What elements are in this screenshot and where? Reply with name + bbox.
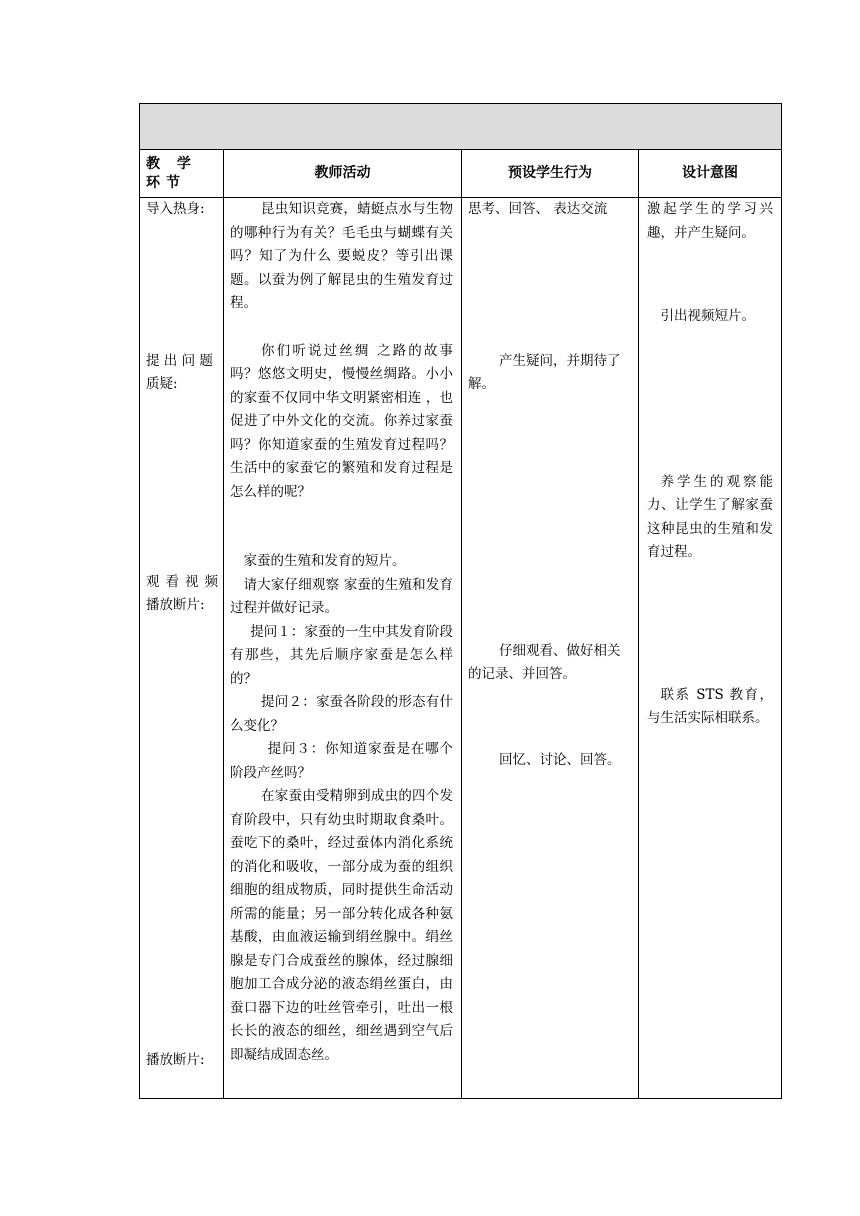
intent-text-sts: 联系 STS 教育，与生活实际相联系。 (647, 686, 773, 726)
teacher-text-quiz: 昆虫知识竞赛，蜻蜓点水与生物的哪种行为有关？毛毛虫与蝴蝶有关吗？知了为什么 要蜕皮？等引出课题。以蚕为例了解昆虫的生殖发育过程。 (230, 201, 453, 311)
stage-question: 提 出 问 题质疑: (146, 352, 213, 392)
teacher-question-3: 提问３：你知道家蚕是在哪个阶段产丝吗？ (230, 741, 453, 781)
teacher-text-observe: 请大家仔细观察 家蚕的生殖和发育过程并做好记录。 (230, 576, 453, 616)
student-text-discuss: 回忆、讨论、回答。 (499, 751, 621, 768)
table-header-row (140, 150, 782, 198)
stage-warmup: 导入热身: (146, 201, 205, 217)
intent-text-video: 引出视频短片。 (660, 308, 755, 324)
lesson-plan-table (139, 103, 782, 1099)
teacher-text-silk-explanation: 在家蚕由受精卵到成虫的四个发育阶段中，只有幼虫时期取食桑叶。蚕吃下的桑叶，经过蚕体内消化系统的消化和吸收，一部分成为蚕的组织细胞的组成物质，同时提供生命活动所需的能量；另一部分转化成各种氨基酸，由血液运输到绢丝腺中。绢丝腺是专门合成蚕丝的腺体，经过腺细胞加工合成分泌的液态绢丝蛋白，由蚕口器下边的吐丝管牵引，吐出一根长长的液态的细丝，细丝遇到空气后即凝结成固态丝。 (230, 788, 453, 1063)
stage-column (140, 198, 224, 1099)
teacher-question-1: 提问１：家蚕的一生中其发育阶段有那些，其先后顺序家蚕是怎么样的？ (230, 623, 453, 687)
teacher-question-2: 提问２：家蚕各阶段的形态有什么变化？ (230, 694, 453, 734)
student-behavior-column (462, 198, 639, 1099)
table-banner (140, 104, 782, 150)
design-intent-column (639, 198, 782, 1099)
student-text-observe: 仔细观看、做好相关的记录、并回答。 (468, 642, 621, 682)
header-design-intent: 设计意图 (639, 150, 782, 198)
intent-text-observation: 养学生的观察能力、让学生了解家蚕这种昆虫的生殖和发育过程。 (647, 473, 773, 560)
stage-watch-video: 观 看 视 频播放断片: (146, 573, 218, 613)
header-teacher-activity: 教师活动 (224, 150, 462, 198)
header-stage: 教 学 环节 (140, 150, 224, 198)
student-text-answer: 思考、回答、 表达交流 (468, 201, 608, 217)
teacher-text-silk-road: 你们听说过丝绸 之路的故事吗？悠悠文明史，慢慢丝绸路。小小的家蚕不仅同中华文明紧密相连 ，也促进了中外文化的交流。你养过家蚕吗？你知道家蚕的生殖发育过程吗？生活中的家蚕它的繁殖和发育过程是怎么样的呢？ (230, 342, 453, 500)
stage-play-clip: 播放断片: (146, 1051, 205, 1068)
intent-text-interest: 激起学生的学习兴趣，并产生疑问。 (647, 201, 773, 241)
teacher-activity-column (224, 198, 462, 1099)
table-body-row (140, 198, 782, 1099)
student-text-question: 产生疑问，并期待了解。 (468, 352, 621, 392)
table-banner-row (140, 104, 782, 150)
teacher-text-video-clip: 家蚕的生殖和发育的短片。 (243, 553, 406, 569)
header-student-behavior: 预设学生行为 (462, 150, 639, 198)
